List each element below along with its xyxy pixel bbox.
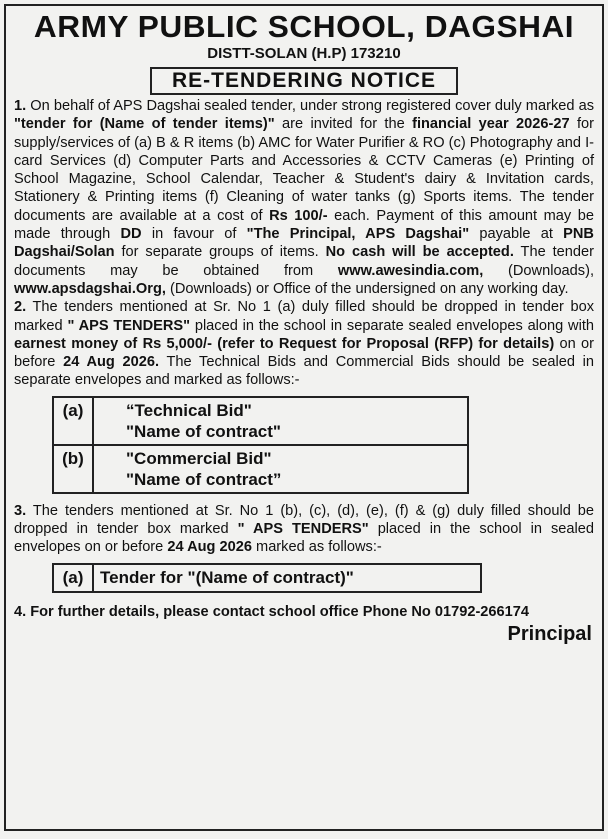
para2-bold-3: 24 Aug 2026. xyxy=(63,354,160,371)
para1-text-5: in favour of xyxy=(141,226,247,243)
para2-text-1: The tenders mentioned at Sr. No 1 (a) duly filled should be dropped in tender box marked xyxy=(14,299,594,334)
bid-table xyxy=(52,396,469,494)
para1-text-7: for separate groups of items. xyxy=(114,244,326,261)
bid-text xyxy=(93,397,468,445)
tender-table xyxy=(52,563,482,593)
para1-bold-2: financial year 2026-27 xyxy=(412,116,570,133)
paragraph-4: 4. For further details, please contact school office Phone No 01792-266174 xyxy=(14,603,530,620)
para2-number: 2. xyxy=(14,299,27,316)
para3-text-3: marked as follows:- xyxy=(251,539,382,556)
notice-title: RE-TENDERING NOTICE xyxy=(150,67,458,95)
para1-text-3: for supply/services of (a) B & R items (b) AMC for Water Purifier & RO (c) Photography and I-card Services (d) Computer Parts and Accessories & CCTV Cameras (e) Printing of School Magazine, School Calendar, Teacher & Student's dairy & Invitation cards, Stationery & Printing items (f) Cleaning of water tanks (g) Sports items. The tender documents are available at a cost of xyxy=(14,116,594,224)
tender-row xyxy=(53,564,481,592)
para1-bold-6: PNB Dagshai/Solan xyxy=(14,226,594,261)
para1-text-1: On behalf of APS Dagshai sealed tender, under strong registered cover duly marked as xyxy=(26,98,594,114)
tender-notice xyxy=(4,4,604,831)
tender-text: Tender for "(Name of contract)" xyxy=(93,564,481,592)
para1-text-6: payable at xyxy=(469,226,564,243)
para1-bold-4: DD xyxy=(120,226,142,243)
para1-text-10: (Downloads) or Office of the undersigned on any working day. xyxy=(165,280,569,297)
tender-label: (a) xyxy=(53,564,93,592)
para1-bold-7: No cash will be accepted. xyxy=(325,244,514,261)
para2-bold-1: " APS TENDERS" xyxy=(67,317,191,334)
para1-number: 1. xyxy=(14,98,27,114)
para2-text-3: on or before xyxy=(14,335,594,371)
para1-bold-8: www.awesindia.com, xyxy=(337,262,484,279)
bid-label: (b) xyxy=(53,445,93,493)
para1-bold-5: "The Principal, APS Dagshai" xyxy=(246,226,470,243)
school-name: ARMY PUBLIC SCHOOL, DAGSHAI xyxy=(33,9,575,44)
para2-text-2: placed in the school in separate sealed envelopes along with xyxy=(190,317,595,334)
bid-line-1: “Technical Bid" xyxy=(126,400,252,420)
school-address: DISTT-SOLAN (H.P) 173210 xyxy=(207,45,401,62)
para1-text-8: The tender documents may be obtained from xyxy=(14,244,594,279)
para1-text-2: are invited for the xyxy=(274,116,413,133)
para1-text-9: (Downloads), xyxy=(483,262,594,279)
bid-row-technical xyxy=(53,397,468,445)
signature: Principal xyxy=(507,622,592,645)
paragraph-1 xyxy=(14,97,594,298)
para3-bold-2: 24 Aug 2026 xyxy=(167,539,252,556)
bid-line-1: "Commercial Bid" xyxy=(126,448,272,468)
para3-text-1: The tenders mentioned at Sr. No 1 (b), (c), (d), (e), (f) & (g) duly filled should be dropped in tender box marked xyxy=(14,502,594,538)
bid-line-2: "Name of contract" xyxy=(126,421,281,441)
paragraph-3 xyxy=(14,502,594,557)
para3-text-2: placed in the school in sealed envelopes on or before xyxy=(14,521,594,556)
bid-row-commercial xyxy=(53,445,468,493)
para2-text-4: The Technical Bids and Commercial Bids should be sealed in separate envelopes and marked as follows:- xyxy=(14,354,594,389)
para1-text-4: each. Payment of this amount may be made through xyxy=(14,207,594,243)
bid-label: (a) xyxy=(53,397,93,445)
para2-bold-2: earnest money of Rs 5,000/- (refer to Request for Proposal (RFP) for details) xyxy=(14,335,555,352)
para1-bold-3: Rs 100/- xyxy=(269,207,328,224)
paragraph-2 xyxy=(14,298,594,389)
para1-bold-1: "tender for (Name of tender items)" xyxy=(14,116,275,133)
bid-line-2: "Name of contract” xyxy=(126,469,282,489)
para1-bold-9: www.apsdagshai.Org, xyxy=(14,280,166,297)
para3-bold-1: " APS TENDERS" xyxy=(237,521,369,538)
para3-number: 3. xyxy=(14,502,27,519)
bid-text xyxy=(93,445,468,493)
